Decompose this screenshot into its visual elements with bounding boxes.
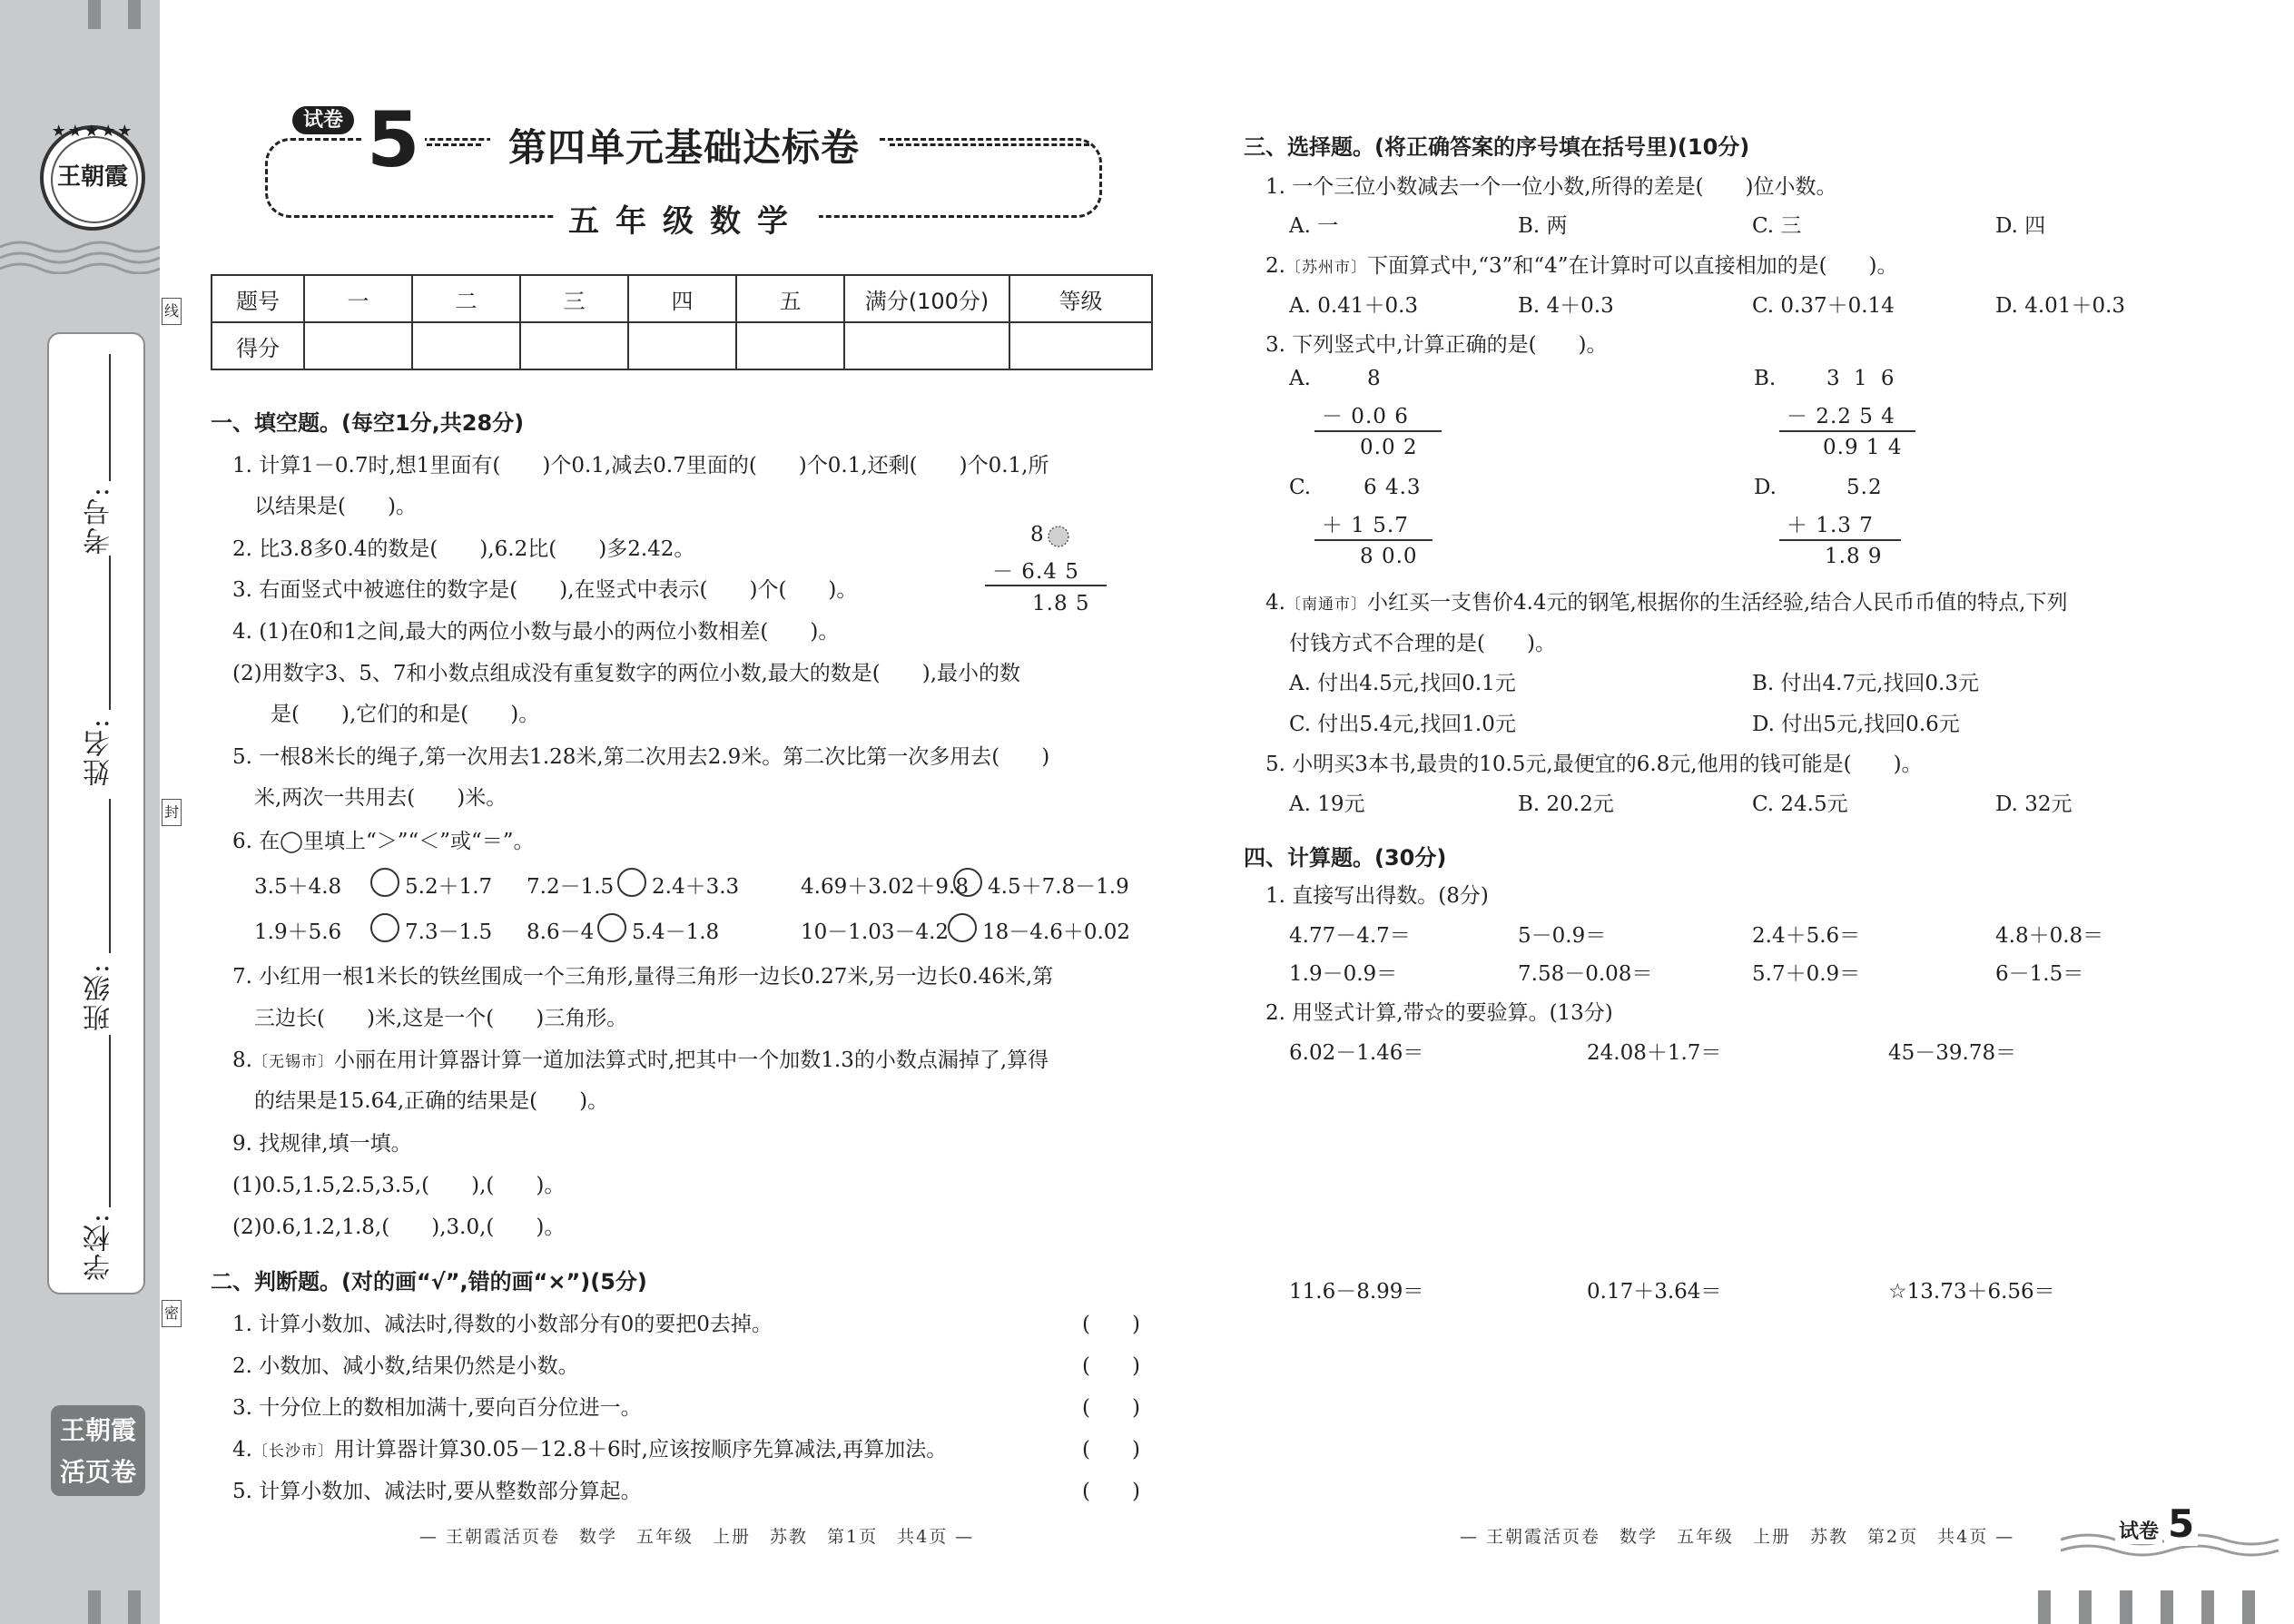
- region-tag: 〔南通市〕: [1285, 595, 1367, 614]
- direct-calc: 5－0.9＝: [1518, 924, 1607, 948]
- score-header: 满分(100分): [844, 275, 1009, 322]
- score-header: 三: [520, 275, 628, 322]
- vertical-calc: 6.02－1.46＝: [1289, 1041, 1424, 1065]
- page-tick: [2242, 1590, 2255, 1624]
- exam-badge-label: 试卷: [292, 106, 354, 134]
- logo-seal: [40, 122, 145, 231]
- page-subtitle: 五年级数学: [554, 196, 819, 241]
- calc-result: 1.8 5: [1032, 592, 1090, 615]
- direct-calc: 1.9－0.9＝: [1289, 962, 1398, 986]
- s3-option[interactable]: B. 20.2元: [1518, 792, 1614, 816]
- s3-q5: 5. 小明买3本书,最贵的10.5元,最便宜的6.8元,他用的钱可能是( )。: [1265, 753, 1923, 776]
- student-info-box: [47, 332, 145, 1294]
- s3-option[interactable]: C. 24.5元: [1752, 792, 1848, 816]
- direct-calc: 5.7＋0.9＝: [1752, 962, 1861, 986]
- s2-item: 3. 十分位上的数相加满十,要向百分位进一。: [232, 1396, 642, 1420]
- section4-title: 四、计算题。(30分): [1244, 845, 1447, 871]
- score-header: 五: [736, 275, 844, 322]
- s3-option-vertical[interactable]: C. 6 4.3 ＋ 1 5.7 8 0.0: [1289, 476, 1452, 576]
- bottom-logo-line1: 王朝霞: [59, 1415, 136, 1445]
- s1-line: 5. 一根8米长的绳子,第一次用去1.28米,第二次用去2.9米。第二次比第一次多用去( ): [232, 745, 1050, 769]
- s2-item: 1. 计算小数加、减法时,得数的小数部分有0的要把0去掉。: [232, 1313, 773, 1336]
- s1-q8: 8.〔无锡市〕小丽在用计算器计算一道加法算式时,把其中一个加数1.3的小数点漏掉了,算得: [232, 1048, 1049, 1072]
- vertical-calc: 11.6－8.99＝: [1289, 1280, 1424, 1304]
- direct-calc: 6－1.5＝: [1995, 962, 2084, 986]
- score-header: 题号: [212, 275, 304, 322]
- page-tick: [2038, 1590, 2051, 1624]
- s3-option[interactable]: A. 0.41＋0.3: [1289, 294, 1419, 318]
- exam-number: 5: [361, 102, 425, 178]
- s3-option[interactable]: A. 付出4.5元,找回0.1元: [1289, 672, 1516, 695]
- s1-line: 2. 比3.8多0.4的数是( ),6.2比( )多2.42。: [232, 537, 695, 561]
- direct-calc: 7.58－0.08＝: [1518, 962, 1653, 986]
- exam-number-label: 考号:: [84, 486, 115, 556]
- s2-item: 5. 计算小数加、减法时,要从整数部分算起。: [232, 1480, 642, 1503]
- score-cell[interactable]: [520, 322, 628, 369]
- s3-option-vertical[interactable]: B. 3 1 6 － 2.2 5 4 0.9 1 4: [1754, 367, 1935, 467]
- s1-line: 的结果是15.64,正确的结果是( )。: [254, 1089, 609, 1113]
- s3-option-vertical[interactable]: A. 8 － 0.0 6 0.0 2: [1289, 367, 1452, 467]
- page-tick: [2201, 1590, 2214, 1624]
- s1-line: 三边长( )米,这是一个( )三角形。: [254, 1007, 628, 1030]
- score-header: 四: [628, 275, 736, 322]
- page-title: 第四单元基础达标卷: [490, 118, 878, 172]
- school-label: 学校:: [84, 1212, 115, 1282]
- section1-title: 一、填空题。(每空1分,共28分): [211, 410, 525, 436]
- section2-title: 二、判断题。(对的画“√”,错的画“×”)(5分): [211, 1269, 647, 1294]
- s3-q1: 1. 一个三位小数减去一个一位小数,所得的差是( )位小数。: [1265, 175, 1837, 199]
- score-cell[interactable]: [412, 322, 520, 369]
- footer-left: — 王朝霞活页卷 数学 五年级 上册 苏教 第1页 共4页 —: [419, 1527, 975, 1547]
- class-label: 班级:: [84, 962, 115, 1032]
- s3-option-vertical[interactable]: D. 5.2 ＋ 1.3 7 1.8 9: [1754, 476, 1935, 576]
- s3-option[interactable]: A. 一: [1289, 214, 1339, 238]
- answer-paren[interactable]: ( ): [1082, 1438, 1140, 1462]
- exam-badge: [292, 104, 354, 133]
- strip-tick: [88, 1590, 101, 1624]
- vertical-calc: 0.17＋3.64＝: [1587, 1280, 1722, 1304]
- vertical-calc: 24.08＋1.7＝: [1587, 1041, 1722, 1065]
- s1-line: 米,两次一共用去( )米。: [254, 786, 507, 810]
- calc-top: 8: [1030, 523, 1044, 546]
- s3-option[interactable]: A. 19元: [1289, 792, 1365, 816]
- s3-option[interactable]: D. 4.01＋0.3: [1995, 294, 2126, 318]
- direct-calc: 4.8＋0.8＝: [1995, 924, 2104, 948]
- footer-badge: 试卷: [2115, 1516, 2162, 1544]
- s1-line: 以结果是( )。: [254, 495, 417, 518]
- s3-q4: 4.〔南通市〕小红买一支售价4.4元的钢笔,根据你的生活经验,结合人民币币值的特点,下列: [1265, 591, 2068, 615]
- seal-marker: 封: [162, 799, 182, 826]
- s3-option[interactable]: B. 4＋0.3: [1518, 294, 1614, 318]
- s1-line: (2)0.6,1.2,1.8,( ),3.0,( )。: [232, 1216, 566, 1239]
- seal-marker: 线: [162, 298, 182, 325]
- s1-line: 4. (1)在0和1之间,最大的两位小数与最小的两位小数相差( )。: [232, 620, 840, 644]
- name-line[interactable]: [109, 556, 111, 710]
- vertical-calc: 45－39.78＝: [1888, 1041, 2017, 1065]
- compare-circle[interactable]: [597, 913, 626, 942]
- score-header: 一: [304, 275, 412, 322]
- s1-line: 3. 右面竖式中被遮住的数字是( ),在竖式中表示( )个( )。: [232, 578, 858, 602]
- score-cell[interactable]: [736, 322, 844, 369]
- compare-circle[interactable]: [370, 868, 399, 897]
- s3-option[interactable]: C. 0.37＋0.14: [1752, 294, 1895, 318]
- s3-option[interactable]: B. 两: [1518, 214, 1568, 238]
- bottom-logo-line2: 活页卷: [59, 1457, 136, 1487]
- score-cell[interactable]: [844, 322, 1009, 369]
- score-header: 二: [412, 275, 520, 322]
- s3-option[interactable]: B. 付出4.7元,找回0.3元: [1752, 672, 1979, 695]
- s3-q4-cont: 付钱方式不合理的是( )。: [1289, 632, 1556, 655]
- strip-tick: [128, 0, 141, 29]
- section3-title: 三、选择题。(将正确答案的序号填在括号里)(10分): [1244, 134, 1750, 160]
- score-header: 等级: [1009, 275, 1152, 322]
- compare-circle[interactable]: [370, 913, 399, 942]
- score-table: [211, 274, 1153, 370]
- page-tick: [2120, 1590, 2132, 1624]
- vertical-calc: ☆13.73＋6.56＝: [1888, 1280, 2055, 1304]
- s4-sub2: 2. 用竖式计算,带☆的要验算。(13分): [1265, 1001, 1613, 1025]
- name-label: 姓名:: [84, 717, 115, 787]
- page-tick: [2161, 1590, 2173, 1624]
- s3-option[interactable]: C. 三: [1752, 214, 1802, 238]
- s3-q3: 3. 下列竖式中,计算正确的是( )。: [1265, 333, 1608, 357]
- s1-line: (2)用数字3、5、7和小数点组成没有重复数字的两位小数,最大的数是( ),最小的数: [232, 662, 1021, 685]
- s1-line: 9. 找规律,填一填。: [232, 1132, 412, 1156]
- answer-paren[interactable]: ( ): [1082, 1354, 1140, 1378]
- footer-right: — 王朝霞活页卷 数学 五年级 上册 苏教 第2页 共4页 —: [1460, 1527, 2015, 1547]
- strip-tick: [128, 1590, 141, 1624]
- s1-line: 是( ),它们的和是( )。: [271, 703, 540, 726]
- answer-paren[interactable]: ( ): [1082, 1313, 1140, 1336]
- answer-paren[interactable]: ( ): [1082, 1480, 1140, 1503]
- compare-circle[interactable]: [953, 868, 982, 897]
- exam-number-line[interactable]: [109, 354, 111, 481]
- s1-line: 1. 计算1－0.7时,想1里面有( )个0.1,减去0.7里面的( )个0.1,还剩( )个0.1,所: [232, 454, 1049, 477]
- score-row-label: 得分: [212, 322, 304, 369]
- direct-calc: 2.4＋5.6＝: [1752, 924, 1861, 948]
- s4-sub1: 1. 直接写出得数。(8分): [1265, 884, 1489, 908]
- answer-paren[interactable]: ( ): [1082, 1396, 1140, 1420]
- s3-q2: 2.〔苏州市〕下面算式中,“3”和“4”在计算时可以直接相加的是( )。: [1265, 254, 1898, 278]
- s2-item: 4.〔长沙市〕用计算器计算30.05－12.8＋6时,应该按顺序先算减法,再算加法。: [232, 1438, 948, 1462]
- wave-decoration: [0, 238, 160, 274]
- page-tick: [2079, 1590, 2092, 1624]
- region-tag: 〔苏州市〕: [1285, 259, 1367, 277]
- school-line[interactable]: [109, 1035, 111, 1207]
- compare-circle[interactable]: [948, 913, 977, 942]
- star-icon: ★★★★★: [51, 122, 134, 141]
- compare-circle[interactable]: [617, 868, 646, 897]
- direct-calc: 4.77－4.7＝: [1289, 924, 1411, 948]
- score-cell[interactable]: [628, 322, 736, 369]
- s3-option[interactable]: D. 付出5元,找回0.6元: [1752, 713, 1960, 736]
- s1-line: (1)0.5,1.5,2.5,3.5,( ),( )。: [232, 1174, 566, 1197]
- seal-marker: 密: [162, 1300, 182, 1327]
- region-tag: 〔长沙市〕: [251, 1442, 334, 1461]
- s3-option[interactable]: C. 付出5.4元,找回1.0元: [1289, 713, 1516, 736]
- s3-option[interactable]: D. 32元: [1995, 792, 2072, 816]
- score-header-row: [212, 275, 1152, 322]
- logo-text: 王朝霞: [56, 163, 128, 191]
- strip-tick: [88, 0, 101, 29]
- s3-option[interactable]: D. 四: [1995, 214, 2046, 238]
- blot-icon: [1043, 521, 1074, 552]
- class-line[interactable]: [109, 799, 111, 953]
- region-tag: 〔无锡市〕: [251, 1053, 334, 1071]
- calc-minus: － 6.4 5: [992, 560, 1079, 584]
- s1-line: 6. 在◯里填上“＞”“＜”或“＝”。: [232, 830, 535, 853]
- footer-number: 5: [2164, 1501, 2198, 1546]
- score-row: [212, 322, 1152, 369]
- score-cell[interactable]: [1009, 322, 1152, 369]
- score-cell[interactable]: [304, 322, 412, 369]
- s1-line: 7. 小红用一根1米长的铁丝围成一个三角形,量得三角形一边长0.27米,另一边长0.46米,第: [232, 965, 1054, 989]
- bottom-logo: [51, 1405, 145, 1496]
- s2-item: 2. 小数加、减小数,结果仍然是小数。: [232, 1354, 579, 1378]
